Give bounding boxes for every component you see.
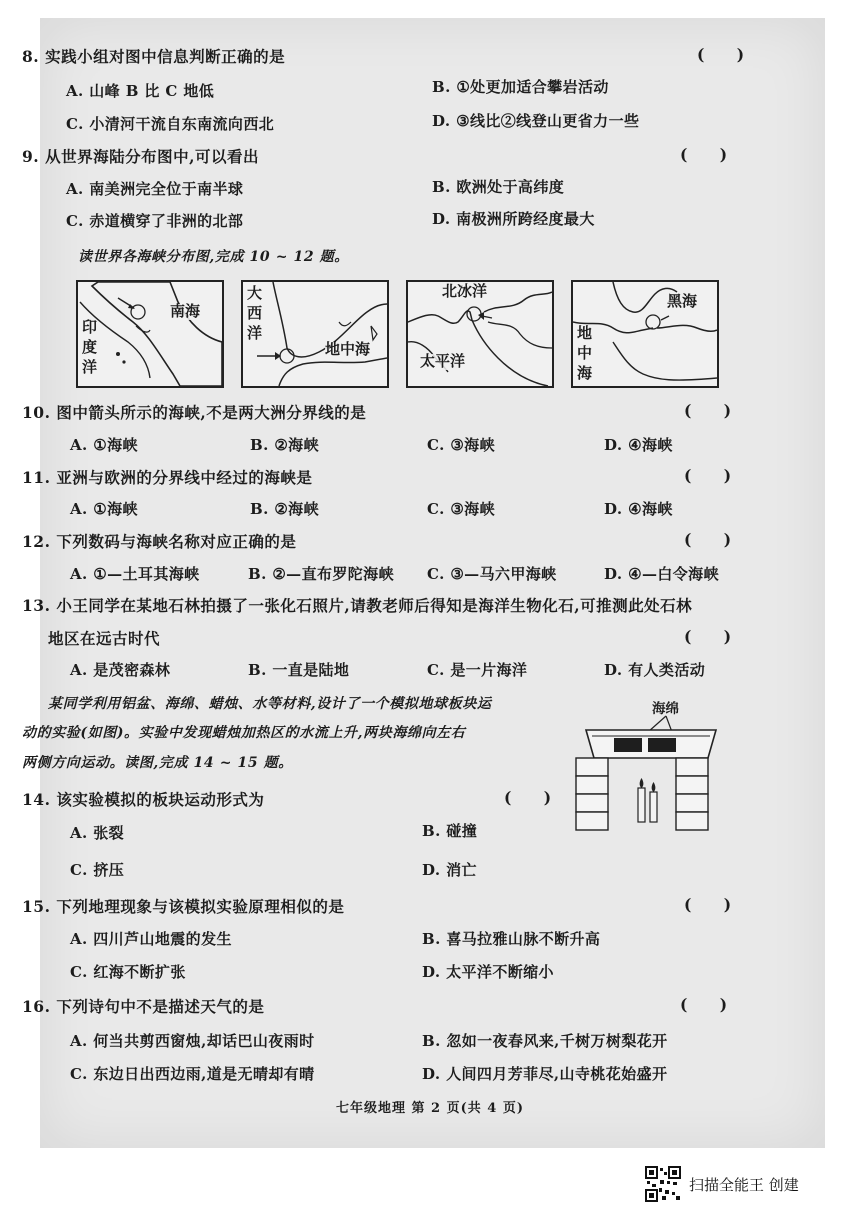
qr-code-icon xyxy=(645,1166,681,1202)
map-4-label-mediterranean-2: 中 xyxy=(577,344,593,362)
question-10-option-a: A. ①海峡 xyxy=(70,436,138,454)
question-14-option-a: A. 张裂 xyxy=(70,824,125,842)
scanner-watermark xyxy=(645,1166,799,1202)
question-9-answer-blank[interactable]: ( ) xyxy=(680,145,728,164)
map-1-label-indian-2: 度 xyxy=(82,338,98,356)
question-16-option-b: B. 忽如一夜春风来,千树万树梨花开 xyxy=(422,1032,668,1050)
question-12-answer-blank[interactable]: ( ) xyxy=(684,530,732,549)
question-8-option-d: D. ③线比②线登山更省力一些 xyxy=(432,112,640,130)
question-16-stem: 16. 下列诗句中不是描述天气的是 xyxy=(22,997,265,1016)
question-15-option-a: A. 四川芦山地震的发生 xyxy=(70,930,232,948)
question-16-option-c: C. 东边日出西边雨,道是无晴却有晴 xyxy=(70,1065,315,1083)
intro-14-15-line-1: 某同学利用铝盆、海绵、蜡烛、水等材料,设计了一个模拟地球板块运 xyxy=(48,696,492,712)
question-16-option-a: A. 何当共剪西窗烛,却话巴山夜雨时 xyxy=(70,1032,315,1050)
map-4-label-black-sea: 黑海 xyxy=(667,292,698,310)
strait-map-1 xyxy=(76,280,224,388)
map-2-label-atlantic-2: 西 xyxy=(247,304,263,322)
question-15-option-d: D. 太平洋不断缩小 xyxy=(422,963,554,981)
question-13-stem-line-2: 地区在远古时代 xyxy=(48,629,161,648)
strait-map-4 xyxy=(571,280,719,388)
question-14-option-c: C. 挤压 xyxy=(70,861,125,879)
question-9-option-a: A. 南美洲完全位于南半球 xyxy=(66,180,244,198)
question-12-option-b: B. ②—直布罗陀海峡 xyxy=(248,565,394,583)
question-15-option-c: C. 红海不断扩张 xyxy=(70,963,186,981)
question-11-option-b: B. ②海峡 xyxy=(250,500,319,518)
question-8-option-c: C. 小清河干流自东南流向西北 xyxy=(66,115,275,133)
question-9-stem: 9. 从世界海陆分布图中,可以看出 xyxy=(22,147,259,166)
question-13-option-a: A. 是茂密森林 xyxy=(70,661,171,679)
question-8-stem: 8. 实践小组对图中信息判断正确的是 xyxy=(22,47,286,66)
question-12-option-c: C. ③—马六甲海峡 xyxy=(427,565,557,583)
question-13-stem: 13. 小王同学在某地石林拍摄了一张化石照片,请教老师后得知是海洋生物化石,可推测此处石林 xyxy=(22,596,693,615)
question-11-option-a: A. ①海峡 xyxy=(70,500,138,518)
map-4-label-mediterranean-3: 海 xyxy=(577,364,593,382)
question-9-option-d: D. 南极洲所跨经度最大 xyxy=(432,210,595,228)
question-15-stem: 15. 下列地理现象与该模拟实验原理相似的是 xyxy=(22,897,345,916)
question-9-option-b: B. 欧洲处于高纬度 xyxy=(432,178,565,196)
question-13-answer-blank[interactable]: ( ) xyxy=(684,627,732,646)
question-16-option-d: D. 人间四月芳菲尽,山寺桃花始盛开 xyxy=(422,1065,668,1083)
intro-14-15-line-2: 动的实验(如图)。实验中发现蜡烛加热区的水流上升,两块海绵向左右 xyxy=(22,725,466,741)
watermark-text: 扫描全能王 创建 xyxy=(689,1175,799,1194)
question-12-stem: 12. 下列数码与海峡名称对应正确的是 xyxy=(22,532,297,551)
question-11-option-c: C. ③海峡 xyxy=(427,500,495,518)
question-8-option-a: A. 山峰 B 比 C 地低 xyxy=(66,82,215,100)
question-15-answer-blank[interactable]: ( ) xyxy=(684,895,732,914)
question-11-answer-blank[interactable]: ( ) xyxy=(684,466,732,485)
strait-map-2 xyxy=(241,280,389,388)
question-8-option-b: B. ①处更加适合攀岩活动 xyxy=(432,78,609,96)
question-10-option-c: C. ③海峡 xyxy=(427,436,495,454)
question-10-option-b: B. ②海峡 xyxy=(250,436,319,454)
question-10-answer-blank[interactable]: ( ) xyxy=(684,401,732,420)
question-16-answer-blank[interactable]: ( ) xyxy=(680,995,728,1014)
intro-10-12: 读世界各海峡分布图,完成 10 ~ 12 题。 xyxy=(78,249,349,265)
plate-experiment-figure xyxy=(568,694,728,838)
page-footer: 七年级地理 第 2 页(共 4 页) xyxy=(335,1101,525,1116)
question-12-option-d: D. ④—白令海峡 xyxy=(604,565,719,583)
map-1-label-indian-3: 洋 xyxy=(82,358,98,376)
map-1-label-south-china-sea: 南海 xyxy=(170,302,201,320)
map-3-label-arctic: 北冰洋 xyxy=(442,282,488,300)
question-14-answer-blank[interactable]: ( ) xyxy=(504,788,552,807)
map-2-label-mediterranean: 地中海 xyxy=(325,340,371,358)
intro-14-15-line-3: 两侧方向运动。读图,完成 14 ~ 15 题。 xyxy=(22,755,293,771)
question-14-option-b: B. 碰撞 xyxy=(422,822,478,840)
map-4-label-mediterranean-1: 地 xyxy=(577,324,593,342)
question-11-option-d: D. ④海峡 xyxy=(604,500,673,518)
question-13-option-d: D. 有人类活动 xyxy=(604,661,706,679)
map-1-label-indian-1: 印 xyxy=(82,318,98,336)
question-13-option-b: B. 一直是陆地 xyxy=(248,661,350,679)
map-2-label-atlantic-1: 大 xyxy=(247,284,263,302)
question-12-option-a: A. ①—土耳其海峡 xyxy=(70,565,200,583)
question-10-stem: 10. 图中箭头所示的海峡,不是两大洲分界线的是 xyxy=(22,403,367,422)
question-9-option-c: C. 赤道横穿了非洲的北部 xyxy=(66,212,244,230)
map-2-label-atlantic-3: 洋 xyxy=(247,324,263,342)
question-14-stem: 14. 该实验模拟的板块运动形式为 xyxy=(22,790,265,809)
sponge-label: 海绵 xyxy=(652,701,679,717)
question-14-option-d: D. 消亡 xyxy=(422,861,477,879)
question-10-option-d: D. ④海峡 xyxy=(604,436,673,454)
question-11-stem: 11. 亚洲与欧洲的分界线中经过的海峡是 xyxy=(22,468,313,487)
map-3-label-pacific: 太平洋 xyxy=(420,352,466,370)
question-15-option-b: B. 喜马拉雅山脉不断升高 xyxy=(422,930,601,948)
strait-map-3 xyxy=(406,280,554,388)
question-8-answer-blank[interactable]: ( ) xyxy=(697,45,745,64)
question-13-option-c: C. 是一片海洋 xyxy=(427,661,528,679)
